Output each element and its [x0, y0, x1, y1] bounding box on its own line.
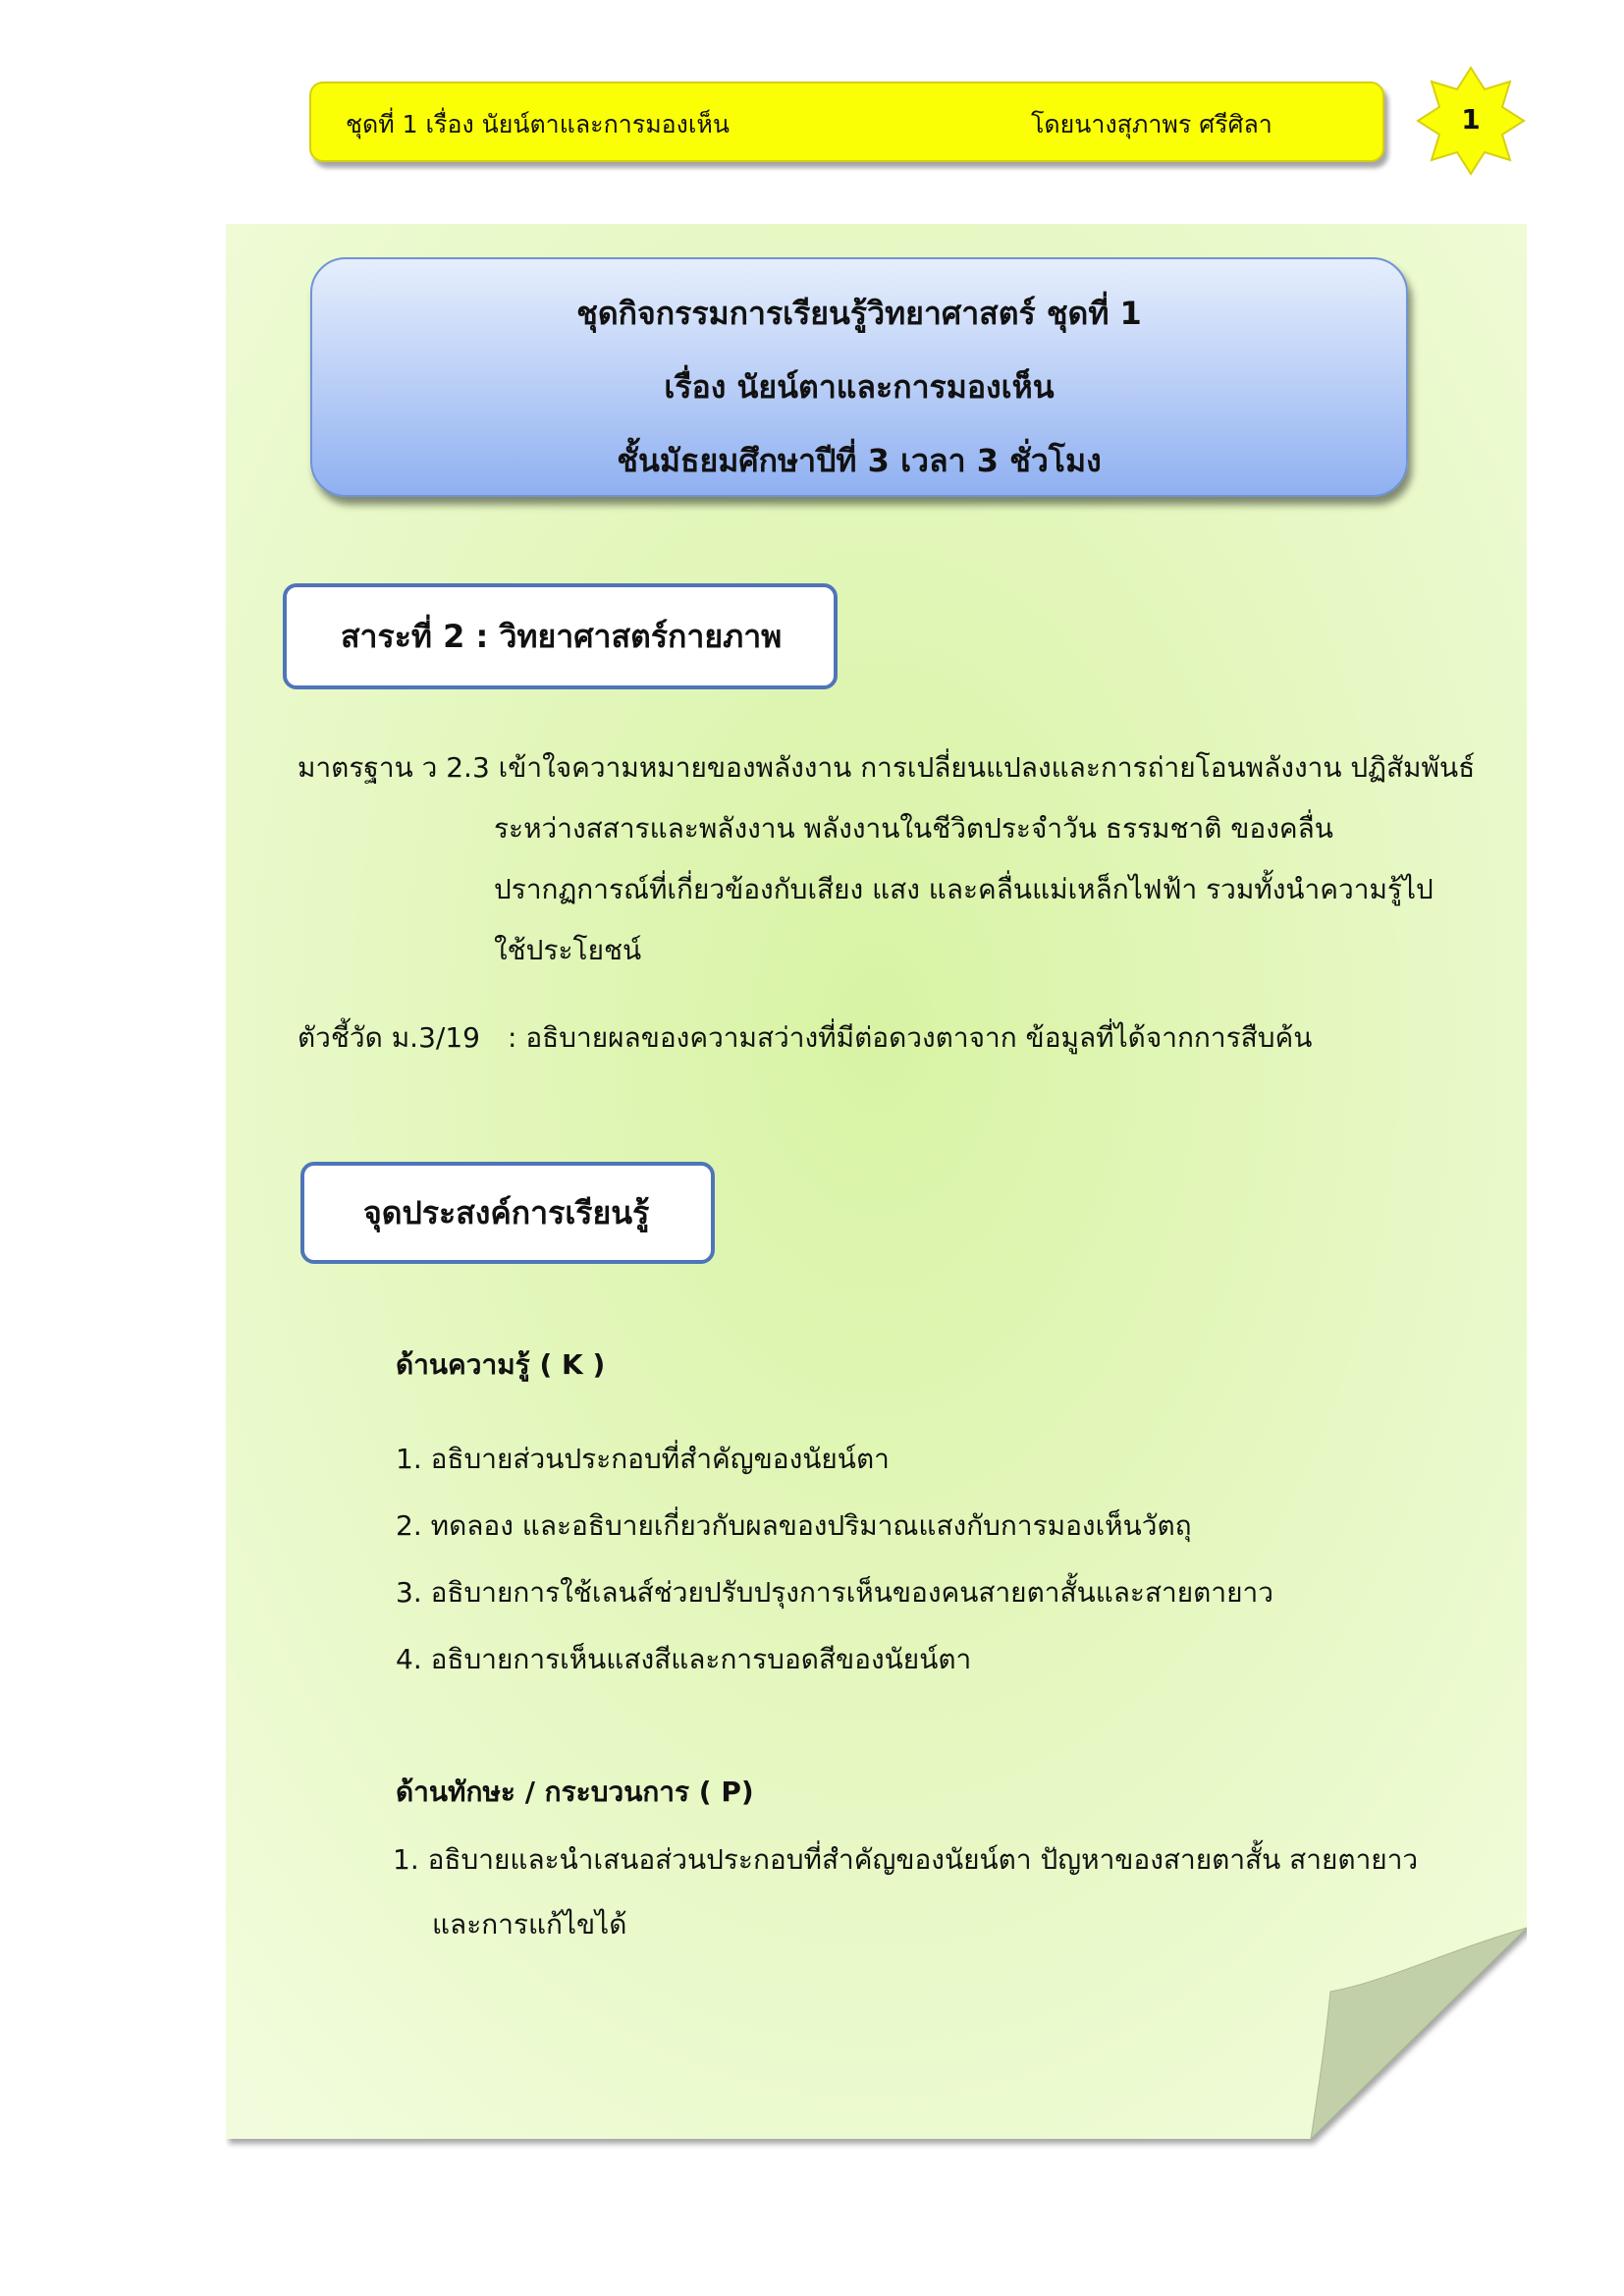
- knowledge-item: 3. อธิบายการใช้เลนส์ช่วยปรับปรุงการเห็นของคนสายตาสั้นและสายตายาว: [396, 1576, 1273, 1609]
- standard-line-1: มาตรฐาน ว 2.3 เข้าใจความหมายของพลังงาน การเปลี่ยนแปลงและการถ่ายโอนพลังงาน ปฏิสัมพันธ์: [298, 751, 1476, 784]
- skill-item-line-1: 1. อธิบายและนำเสนอส่วนประกอบที่สำคัญของนัยน์ตา ปัญหาของสายตาสั้น สายตายาว: [393, 1843, 1419, 1876]
- title-line-1: ชุดกิจกรรมการเรียนรู้วิทยาศาสตร์ ชุดที่ 1: [576, 295, 1142, 332]
- indicator-label: ตัวชี้วัด ม.3/19: [298, 1021, 480, 1054]
- skill-item-line-2: และการแก้ไขได้: [432, 1908, 627, 1941]
- skill-heading: ด้านทักษะ / กระบวนการ ( P): [396, 1776, 754, 1808]
- header-bar: [309, 82, 1384, 162]
- page-number-badge: [1414, 64, 1528, 178]
- title-line-2: เรื่อง นัยน์ตาและการมองเห็น: [664, 368, 1055, 406]
- header-author: โดยนางสุภาพร ศรีศิลา: [1031, 110, 1272, 138]
- page-number: 1: [1461, 103, 1481, 136]
- knowledge-heading: ด้านความรู้ ( K ): [396, 1348, 606, 1381]
- knowledge-item: 4. อธิบายการเห็นแสงสีและการบอดสีของนัยน์ตา: [396, 1643, 972, 1675]
- title-box: [310, 257, 1408, 497]
- strand-label: สาระที่ 2 : วิทยาศาสตร์กายภาพ: [341, 617, 783, 655]
- title-line-3: ชั้นมัธยมศึกษาปีที่ 3 เวลา 3 ชั่วโมง: [617, 442, 1102, 479]
- standard-line-4: ใช้ประโยชน์: [494, 934, 642, 966]
- knowledge-item: 2. ทดลอง และอธิบายเกี่ยวกับผลของปริมาณแสงกับการมองเห็นวัตถุ: [396, 1509, 1192, 1542]
- indicator-text: : อธิบายผลของความสว่างที่มีต่อดวงตาจาก ข้อมูลที่ได้จากการสืบค้น: [508, 1021, 1313, 1054]
- header-title: ชุดที่ 1 เรื่อง นัยน์ตาและการมองเห็น: [346, 110, 731, 138]
- objectives-label-box: [300, 1162, 715, 1264]
- objectives-label: จุดประสงค์การเรียนรู้: [363, 1193, 650, 1231]
- standard-line-2: ระหว่างสสารและพลังงาน พลังงานในชีวิตประจำวัน ธรรมชาติ ของคลื่น: [494, 812, 1333, 845]
- standard-line-3: ปรากฏการณ์ที่เกี่ยวข้องกับเสียง แสง และคลื่นแม่เหล็กไฟฟ้า รวมทั้งนำความรู้ไป: [494, 873, 1434, 905]
- strand-label-box: [283, 583, 838, 689]
- knowledge-item: 1. อธิบายส่วนประกอบที่สำคัญของนัยน์ตา: [396, 1443, 890, 1475]
